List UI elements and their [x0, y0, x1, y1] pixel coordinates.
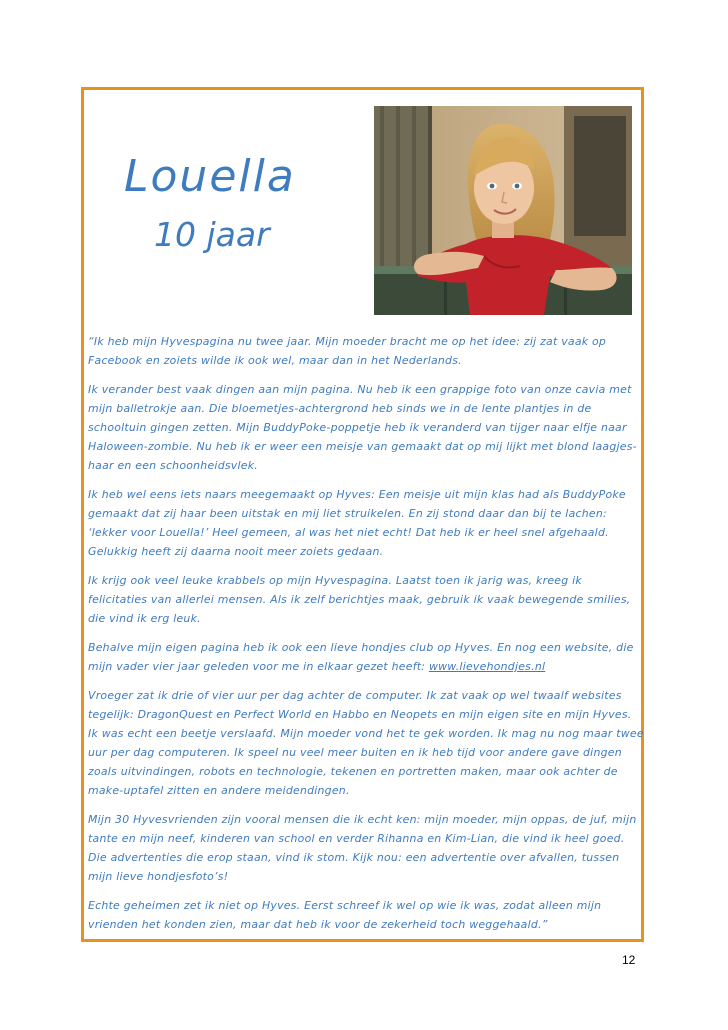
paragraph: Vroeger zat ik drie of vier uur per dag achter de computer. Ik zat vaak op wel twaalf websites tegelijk: DragonQuest en Perfect World en Habbo en Neopets en mijn eigen site en mijn Hyves. Ik was echt een beetje verslaafd. Mijn moeder vond het te gek worden. Ik mag nu nog maar twee uur per dag computeren. Ik speel nu veel meer buiten en ik heb tijd voor andere gave dingen zoals uitvindingen, robots en technologie, tekenen en portretten maken, maar ook achter de make-uptafel zitten en andere meidendingen.	[88, 689, 644, 797]
paragraph-with-link	[88, 638, 644, 676]
paragraph: Ik krijg ook veel leuke krabbels op mijn Hyvespagina. Laatst toen ik jarig was, kreeg ik felicitaties van allerlei mensen. Als ik zelf berichtjes maak, gebruik ik vaak bewegende smilies, die vind ik erg leuk.	[88, 574, 631, 625]
portrait-photo	[374, 106, 632, 315]
paragraph-text: Behalve mijn eigen pagina heb ik ook een lieve hondjes club op Hyves. En nog een website, die mijn vader vier jaar geleden voor me in elkaar gezet heeft:	[88, 641, 634, 673]
paragraph: Ik verander best vaak dingen aan mijn pagina. Nu heb ik een grappige foto van onze cavia met mijn balletrokje aan. Die bloemetjes-achtergrond heb sinds we in de lente plantjes in de schooltuin gingen zetten. Mijn BuddyPoke-poppetje heb ik veranderd van tijger naar elfje naar Haloween-zombie. Nu heb ik er weer een meisje van gemaakt dat op mij lijkt met blond laagjes-haar en een schoonheidsvlek.	[88, 383, 637, 472]
page-subtitle: 10 jaar	[154, 215, 270, 254]
body-text	[88, 332, 644, 944]
page-title: Louella	[124, 151, 296, 202]
paragraph: Ik heb wel eens iets naars meegemaakt op Hyves: Een meisje uit mijn klas had als BuddyPoke gemaakt dat zij haar been uitstak en mij liet struikelen. En zij stond daar dan bij te lachen: ‘lekker voor Louella!’ Heel gemeen, al was het niet echt! Dat heb ik er heel snel afgehaald. Gelukkig heeft zij daarna nooit meer zoiets gedaan.	[88, 488, 626, 558]
website-link[interactable]: www.lievehondjes.nl	[428, 660, 546, 673]
page-number: 12	[622, 953, 636, 967]
paragraph: “Ik heb mijn Hyvespagina nu twee jaar. Mijn moeder bracht me op het idee: zij zat vaak op Facebook en zoiets wilde ik ook wel, maar dan in het Nederlands.	[88, 335, 607, 367]
paragraph: Mijn 30 Hyvesvrienden zijn vooral mensen die ik echt ken: mijn moeder, mijn oppas, de juf, mijn tante en mijn neef, kinderen van school en verder Rihanna en Kim-Lian, die vind ik heel goed. Die advertenties die erop staan, vind ik stom. Kijk nou: een advertentie over afvallen, tussen mijn lieve hondjesfoto’s!	[88, 813, 637, 883]
paragraph: Echte geheimen zet ik niet op Hyves. Eerst schreef ik wel op wie ik was, zodat alleen mijn vrienden het konden zien, maar dat heb ik voor de zekerheid toch weggehaald.”	[88, 899, 602, 931]
